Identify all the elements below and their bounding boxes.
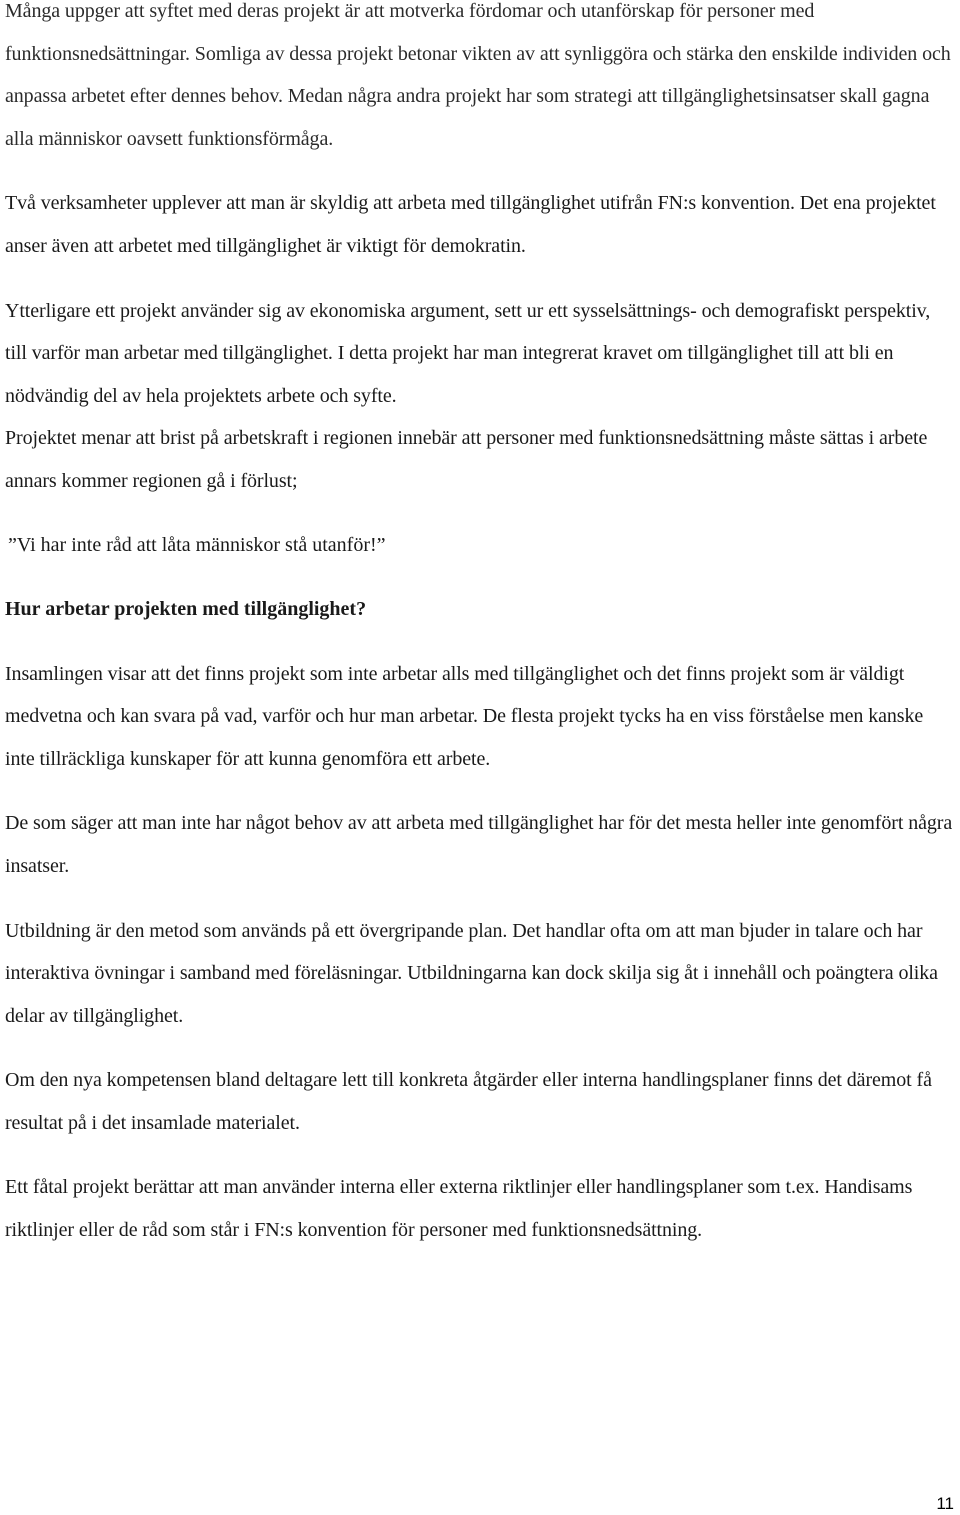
paragraph-3: Ytterligare ett projekt använder sig av ekonomiska argument, sett ur ett sysselsättnings- och demografiskt perspektiv, till varför man arbetar med tillgänglighet. I detta projekt har man integrerat kravet om tillgänglighet till att bli en nödvändig del av hela projektets arbete och syfte. [5,299,931,407]
paragraph-2: Två verksamheter upplever att man är skyldig att arbeta med tillgänglighet utifrån FN:s konvention. Det ena projektet anser även att arbetet med tillgänglighet är viktigt för demokratin. [5,192,936,257]
section-heading: Hur arbetar projekten med tillgänglighet? [5,597,367,620]
paragraph-9: Ett fåtal projekt berättar att man använder interna eller externa riktlinjer eller handlingsplaner som t.ex. Handisams riktlinjer eller de råd som står i FN:s konvention för personer med funktionsnedsättning. [5,1176,913,1242]
page-number: 11 [936,1494,954,1513]
document-page [5,0,955,1252]
quote: ”Vi har inte råd att låta människor stå utanför!” [8,533,386,556]
paragraph-7: Utbildning är den metod som används på ett övergripande plan. Det handlar ofta om att man bjuder in talare och har interaktiva övningar i samband med föreläsningar. Utbildningarna kan dock skilja sig åt i innehåll och poängtera olika delar av tillgänglighet. [5,919,938,1027]
paragraph-1: Många uppger att syftet med deras projekt är att motverka fördomar och utanförskap för personer med funktionsnedsättningar. Somliga av dessa projekt betonar vikten av att synliggöra och stärka den enskilde individen och anpassa arbetet efter dennes behov. Medan några andra projekt har som strategi att tillgänglighetsinsatser skall gagna alla människor oavsett funktionsförmåga. [5,0,951,150]
paragraph-6: De som säger att man inte har något behov av att arbeta med tillgänglighet har för det mesta heller inte genomfört några insatser. [5,812,953,877]
paragraph-4: Projektet menar att brist på arbetskraft i regionen innebär att personer med funktionsnedsättning måste sättas i arbete annars kommer regionen gå i förlust; [5,427,928,492]
paragraph-5: Insamlingen visar att det finns projekt som inte arbetar alls med tillgänglighet och det finns projekt som är väldigt medvetna och kan svara på vad, varför och hur man arbetar. De flesta projekt tycks ha en viss förståelse men kanske inte tillräckliga kunskaper för att kunna genomföra ett arbete. [5,662,924,770]
paragraph-8: Om den nya kompetensen bland deltagare lett till konkreta åtgärder eller interna handlingsplaner finns det däremot få resultat på i det insamlade materialet. [5,1069,932,1134]
